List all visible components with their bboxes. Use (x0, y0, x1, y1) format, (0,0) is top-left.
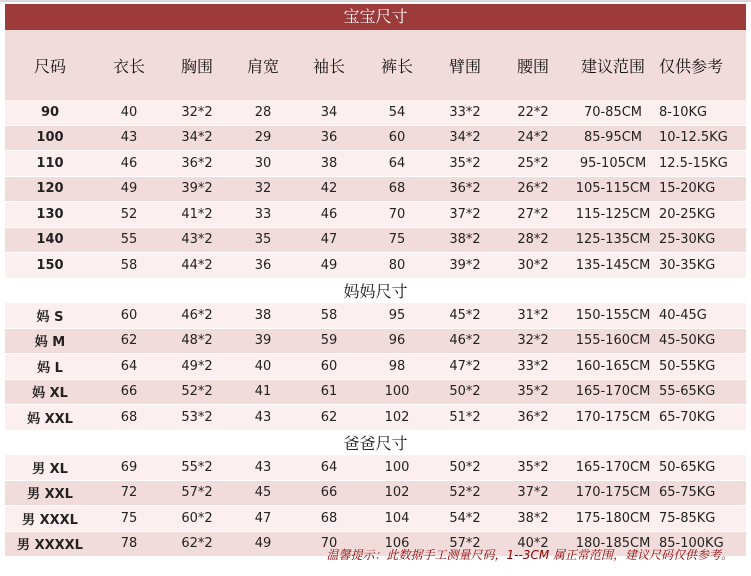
table-cell: 65-75KG (659, 485, 716, 501)
table-cell: 35*2 (517, 384, 549, 400)
table-cell: 55 (120, 232, 138, 248)
table-cell: 66 (320, 485, 338, 501)
size-chart (5, 4, 746, 557)
table-cell: 150-155CM (575, 307, 651, 323)
table-cell: 40 (120, 104, 138, 120)
table-cell: 39 (254, 333, 272, 349)
table-row (5, 253, 746, 279)
table-cell: 55-65KG (659, 384, 716, 400)
table-cell: 125-135CM (575, 232, 651, 248)
table-cell: 69 (120, 459, 138, 475)
table-cell: 49*2 (181, 358, 213, 374)
header-cell: 肩宽 (246, 56, 279, 76)
table-cell: 58 (320, 307, 338, 323)
header-cell: 建议范围 (580, 56, 645, 76)
table-cell: 75-85KG (659, 510, 716, 526)
table-cell: 115-125CM (575, 206, 651, 222)
table-cell: 50*2 (449, 384, 481, 400)
table-row (5, 405, 746, 431)
size-label: 男 XL (32, 461, 68, 477)
table-row (5, 303, 746, 329)
table-cell: 40-45G (659, 307, 707, 323)
table-cell: 85-100KG (659, 536, 724, 552)
table-cell: 43 (254, 459, 272, 475)
table-cell: 95 (388, 307, 406, 323)
table-cell: 68 (120, 409, 138, 425)
mom-size-rows (5, 303, 746, 431)
table-cell: 32*2 (181, 104, 213, 120)
table-cell: 39*2 (181, 181, 213, 197)
table-cell: 36 (254, 257, 272, 273)
table-cell: 165-170CM (575, 459, 651, 475)
table-cell: 59 (320, 333, 338, 349)
table-cell: 8-10KG (659, 104, 708, 120)
table-cell: 30*2 (517, 257, 549, 273)
table-cell: 170-175CM (575, 409, 651, 425)
table-cell: 36*2 (449, 181, 481, 197)
table-cell: 53*2 (181, 409, 213, 425)
table-cell: 27*2 (517, 206, 549, 222)
table-cell: 33*2 (449, 104, 481, 120)
table-cell: 45 (254, 485, 272, 501)
table-cell: 57*2 (181, 485, 213, 501)
table-cell: 48*2 (181, 333, 213, 349)
table-cell: 44*2 (181, 257, 213, 273)
table-cell: 75 (120, 510, 138, 526)
table-cell: 22*2 (517, 104, 549, 120)
table-cell: 95-105CM (579, 155, 647, 171)
size-label: 男 XXXXL (17, 538, 83, 554)
table-cell: 50*2 (449, 459, 481, 475)
size-label: 妈 XXL (27, 411, 73, 427)
header-cell: 胸围 (180, 56, 213, 76)
table-row (5, 202, 746, 228)
table-cell: 33*2 (517, 358, 549, 374)
table-cell: 43 (254, 409, 272, 425)
header-cell: 裤长 (380, 56, 413, 76)
table-cell: 100 (384, 459, 410, 475)
table-cell: 61 (320, 384, 338, 400)
header-cell: 尺码 (33, 56, 66, 76)
size-label: 妈 L (37, 360, 63, 376)
header-cell: 腰围 (516, 56, 549, 76)
header-cell: 衣长 (112, 56, 145, 76)
table-cell: 46*2 (449, 333, 481, 349)
table-cell: 24*2 (517, 130, 549, 146)
table-cell: 50-65KG (659, 459, 716, 475)
table-row (5, 455, 746, 481)
table-cell: 45-50KG (659, 333, 716, 349)
table-cell: 51*2 (449, 409, 481, 425)
table-cell: 35*2 (449, 155, 481, 171)
table-cell: 105-115CM (575, 181, 651, 197)
table-cell: 47 (254, 510, 272, 526)
table-cell: 38*2 (517, 510, 549, 526)
table-cell: 47 (320, 232, 338, 248)
table-cell: 62*2 (181, 536, 213, 552)
table-cell: 65-70KG (659, 409, 716, 425)
table-row (5, 380, 746, 406)
table-cell: 37*2 (517, 485, 549, 501)
table-cell: 25*2 (517, 155, 549, 171)
table-cell: 43 (120, 130, 138, 146)
table-row (5, 228, 746, 254)
table-cell: 70-85CM (583, 104, 643, 120)
table-cell: 62 (320, 409, 338, 425)
table-cell: 38 (254, 307, 272, 323)
table-cell: 32*2 (517, 333, 549, 349)
table-cell: 36 (320, 130, 338, 146)
table-cell: 102 (384, 409, 410, 425)
chart-title: 宝宝尺寸 (5, 4, 746, 30)
table-row (5, 126, 746, 152)
table-cell: 20-25KG (659, 206, 716, 222)
table-cell: 41 (254, 384, 272, 400)
table-cell: 34*2 (181, 130, 213, 146)
table-row (5, 329, 746, 355)
table-cell: 96 (388, 333, 406, 349)
table-cell: 34*2 (449, 130, 481, 146)
table-cell: 165-170CM (575, 384, 651, 400)
table-cell: 70 (388, 206, 406, 222)
table-cell: 62 (120, 333, 138, 349)
table-cell: 64 (120, 358, 138, 374)
header-cell: 臂围 (448, 56, 481, 76)
table-cell: 60 (388, 130, 406, 146)
table-cell: 155-160CM (575, 333, 651, 349)
table-cell: 28*2 (517, 232, 549, 248)
size-label: 110 (36, 155, 64, 171)
table-row (5, 506, 746, 532)
table-cell: 102 (384, 485, 410, 501)
table-cell: 57*2 (449, 536, 481, 552)
table-cell: 49 (320, 257, 338, 273)
table-cell: 68 (320, 510, 338, 526)
table-cell: 43*2 (181, 232, 213, 248)
table-cell: 38*2 (449, 232, 481, 248)
table-cell: 47*2 (449, 358, 481, 374)
table-cell: 104 (384, 510, 410, 526)
dad-size-rows (5, 455, 746, 557)
size-label: 120 (36, 181, 64, 197)
table-cell: 36*2 (517, 409, 549, 425)
table-cell: 100 (384, 384, 410, 400)
table-cell: 41*2 (181, 206, 213, 222)
table-cell: 180-185CM (575, 536, 651, 552)
table-cell: 54*2 (449, 510, 481, 526)
table-cell: 54 (388, 104, 406, 120)
table-cell: 35 (254, 232, 272, 248)
table-cell: 72 (120, 485, 138, 501)
table-cell: 26*2 (517, 181, 549, 197)
table-row (5, 354, 746, 380)
table-cell: 40 (254, 358, 272, 374)
header-row (5, 30, 746, 100)
table-cell: 10-12.5KG (659, 130, 728, 146)
table-cell: 60 (120, 307, 138, 323)
table-cell: 70 (320, 536, 338, 552)
table-cell: 33 (254, 206, 272, 222)
table-row (5, 481, 746, 507)
table-cell: 15-20KG (659, 181, 716, 197)
table-cell: 45*2 (449, 307, 481, 323)
header-cell: 袖长 (312, 56, 345, 76)
table-cell: 40*2 (517, 536, 549, 552)
table-cell: 52*2 (449, 485, 481, 501)
table-row (5, 177, 746, 203)
table-cell: 46*2 (181, 307, 213, 323)
baby-size-rows (5, 100, 746, 279)
table-cell: 25-30KG (659, 232, 716, 248)
table-cell: 135-145CM (575, 257, 651, 273)
size-label: 100 (36, 130, 64, 146)
table-cell: 78 (120, 536, 138, 552)
size-label: 男 XXL (27, 487, 73, 503)
dad-section-title: 爸爸尺寸 (5, 431, 746, 456)
table-cell: 46 (320, 206, 338, 222)
size-label: 妈 XL (32, 386, 68, 402)
table-cell: 80 (388, 257, 406, 273)
table-cell: 46 (120, 155, 138, 171)
table-cell: 49 (254, 536, 272, 552)
size-label: 150 (36, 257, 64, 273)
table-cell: 36*2 (181, 155, 213, 171)
table-cell: 39*2 (449, 257, 481, 273)
size-label: 妈 M (34, 335, 66, 351)
size-label: 130 (36, 206, 64, 222)
table-cell: 12.5-15KG (659, 155, 728, 171)
table-row (5, 151, 746, 177)
table-cell: 64 (320, 459, 338, 475)
table-cell: 52 (120, 206, 138, 222)
table-cell: 175-180CM (575, 510, 651, 526)
table-cell: 64 (388, 155, 406, 171)
size-label: 男 XXXL (22, 512, 78, 528)
size-label: 140 (36, 232, 64, 248)
size-label: 90 (40, 104, 60, 120)
header-cell: 仅供参考 (659, 56, 724, 76)
table-cell: 42 (320, 181, 338, 197)
table-cell: 30 (254, 155, 272, 171)
size-label: 妈 S (36, 309, 64, 325)
table-cell: 55*2 (181, 459, 213, 475)
table-cell: 170-175CM (575, 485, 651, 501)
table-cell: 60 (320, 358, 338, 374)
table-cell: 66 (120, 384, 138, 400)
table-row (5, 100, 746, 126)
table-cell: 37*2 (449, 206, 481, 222)
table-cell: 29 (254, 130, 272, 146)
table-cell: 52*2 (181, 384, 213, 400)
table-cell: 60*2 (181, 510, 213, 526)
table-cell: 49 (120, 181, 138, 197)
mom-section-title: 妈妈尺寸 (5, 279, 746, 304)
table-cell: 160-165CM (575, 358, 651, 374)
table-cell: 98 (388, 358, 406, 374)
top-border (0, 0, 751, 2)
table-cell: 38 (320, 155, 338, 171)
table-cell: 58 (120, 257, 138, 273)
table-cell: 31*2 (517, 307, 549, 323)
table-cell: 34 (320, 104, 338, 120)
table-cell: 68 (388, 181, 406, 197)
table-cell: 35*2 (517, 459, 549, 475)
table-cell: 85-95CM (583, 130, 643, 146)
table-cell: 28 (254, 104, 272, 120)
table-cell: 30-35KG (659, 257, 716, 273)
footnote: 温馨提示：此数据手工测量尺码，1--3CM 属正常范围，建议尺码仅供参考。 (326, 548, 733, 562)
table-cell: 75 (388, 232, 406, 248)
table-cell: 106 (384, 536, 410, 552)
table-cell: 32 (254, 181, 272, 197)
table-cell: 50-55KG (659, 358, 716, 374)
